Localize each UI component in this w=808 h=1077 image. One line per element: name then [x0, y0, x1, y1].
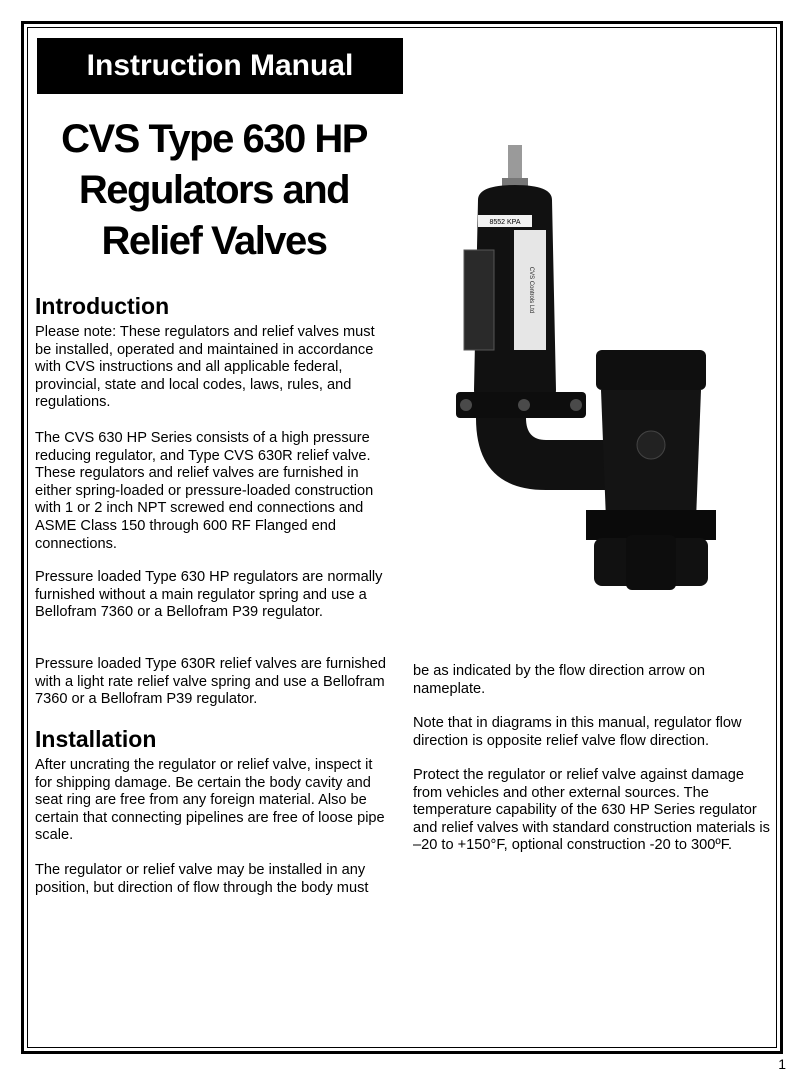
right-paragraph-1: be as indicated by the flow direction arrow on nameplate. — [413, 663, 706, 697]
serial-text: 8552 KPA — [489, 219, 521, 226]
intro-paragraph-1: Please note: These regulators and relief valves must be installed, operated and maintained in accordance with CVS instructions and all applicable federal, provincial, state and local codes, laws, rules, and regulations. — [35, 324, 375, 411]
bolt-icon — [518, 399, 530, 411]
title-line: CVS Type 630 HP — [61, 117, 367, 161]
elbow-pipe — [476, 418, 606, 490]
install-paragraph-1: After uncrating the regulator or relief valve, inspect it for shipping damage. Be certain the body cavity and seat ring are free from any foreign material. Also be certain that connecting pipelines are free of loose pipe scale. — [35, 757, 385, 844]
bottom-cap — [626, 535, 676, 590]
page-title — [34, 114, 394, 267]
installation-heading: Installation — [35, 726, 157, 752]
intro-paragraph-3: Pressure loaded Type 630 HP regulators are normally furnished without a main regulator spring and use a Bellofram 7360 or a Bellofram P39 regulator. — [35, 569, 383, 621]
right-paragraph-2: Note that in diagrams in this manual, regulator flow direction is opposite relief valve flow direction. — [413, 715, 742, 749]
title-line: Relief Valves — [101, 219, 327, 263]
plug-icon — [637, 431, 665, 459]
top-port — [596, 350, 706, 390]
regulator-valve-photo — [436, 140, 736, 610]
bolt-icon — [460, 399, 472, 411]
bolt-icon — [570, 399, 582, 411]
document-type-banner: Instruction Manual — [37, 38, 403, 94]
introduction-heading: Introduction — [35, 293, 170, 319]
title-line: Regulators and — [78, 168, 350, 212]
page-number: 1 — [778, 1056, 786, 1072]
intro-paragraph-4: Pressure loaded Type 630R relief valves are furnished with a light rate relief valve spring and use a Bellofram 7360 or a Bellofram P39 regulator. — [35, 656, 386, 708]
right-paragraph-3: Protect the regulator or relief valve against damage from vehicles and other external sources. The temperature capability of the 630 HP Series regulator and relief valves with standard construction materials is –20 to +150°F, optional construction -20 to 300ºF. — [413, 767, 770, 854]
nameplate-text: CVS Controls Ltd — [528, 266, 534, 314]
nameplate-left-icon — [464, 250, 494, 350]
install-paragraph-2: The regulator or relief valve may be installed in any position, but direction of flow through the body must — [35, 862, 369, 896]
intro-paragraph-2: The CVS 630 HP Series consists of a high pressure reducing regulator, and Type CVS 630R relief valve. These regulators and relief valves are furnished in either spring-loaded or pressure-loaded construction with 1 or 2 inch NPT screwed end connections and ASME Class 150 through 600 RF Flanged end connections. — [35, 430, 374, 552]
